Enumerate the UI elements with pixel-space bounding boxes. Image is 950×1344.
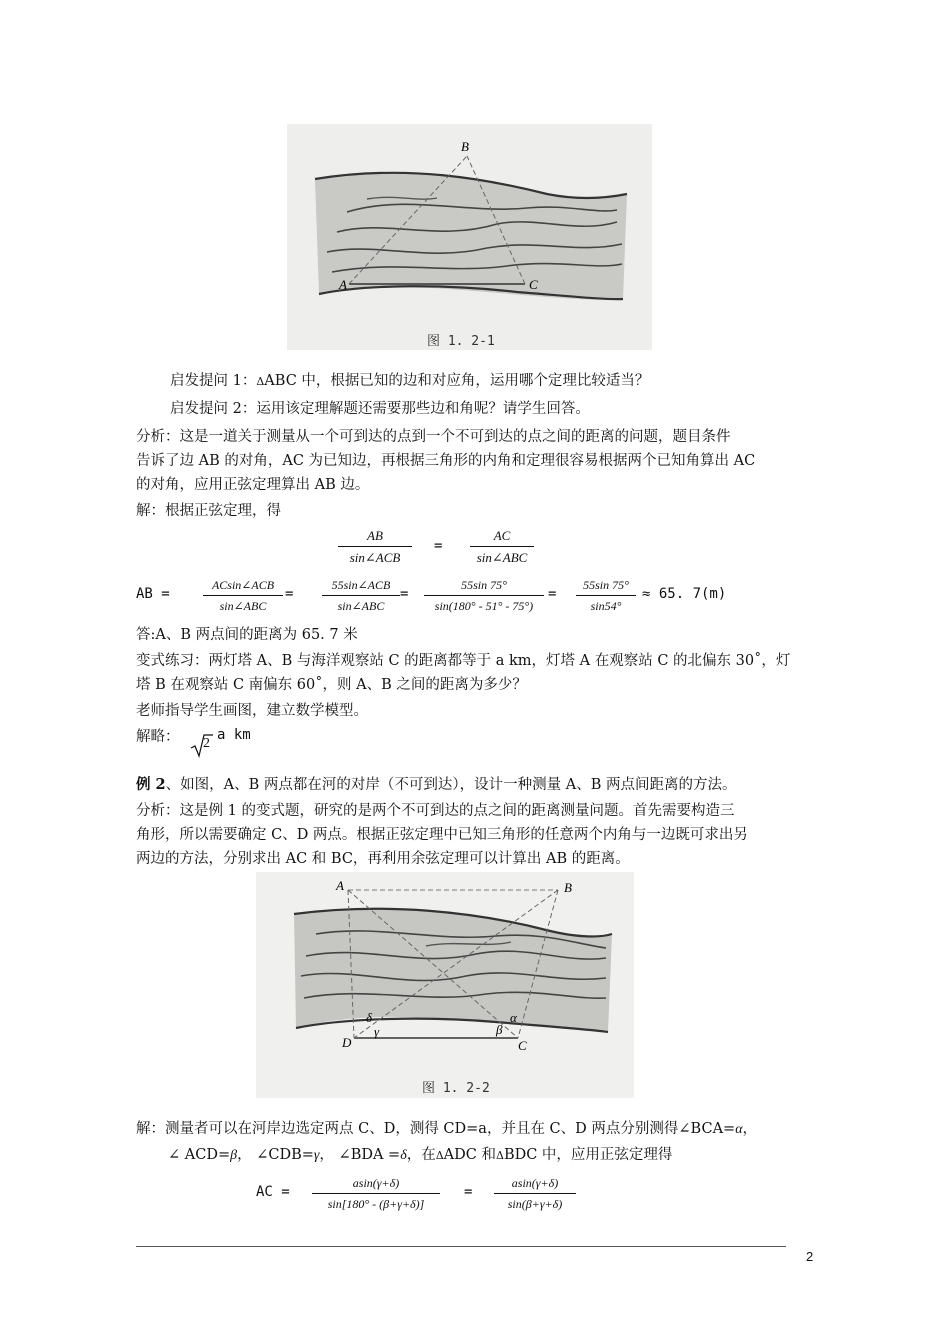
eq3-f1 [312,1176,440,1212]
brief-label: 解略： [136,729,180,745]
beta-symbol: β [230,1148,238,1163]
eq2-f2 [322,578,400,614]
eq2-f4 [576,578,636,614]
eq2-f1 [203,578,283,614]
triangle-symbol: Δ [435,1149,444,1162]
eq2-equals-2: = [400,586,409,602]
angle-symbol: ∠ [256,1147,269,1163]
triangle-symbol: Δ [495,1149,504,1162]
example-2-title: 例 2 [136,776,166,793]
eq1-right-den: sin∠ABC [476,550,528,565]
eq3-f2 [494,1176,576,1212]
answer-1: 答:A、B 两点间的距离为 65. 7 米 [136,627,358,643]
label-b: B [461,139,469,154]
eq3-f1-num: asin(γ+δ) [312,1176,440,1194]
eq3-f2-num: asin(γ+δ) [494,1176,576,1194]
analysis-1-line-3: 的对角，应用正弦定理算出 AB 边。 [136,477,370,493]
solution-2-text-a: 解：测量者可以在河岸边选定两点 C、D，测得 CD=a，并且在 C、D 两点分别测得 [136,1121,679,1137]
eq1-left-fraction [338,528,412,566]
angle-symbol: ∠ [338,1147,351,1163]
example-2 [136,774,736,796]
river-diagram-2 [256,872,634,1098]
eq2-equals-3: = [548,586,557,602]
sqrt-radicand: 2 [203,736,210,751]
eq1-left-num: AB [338,528,412,547]
footer-divider [136,1246,786,1247]
solution-2-line-1 [136,1118,757,1141]
eq2-f1-den: sin∠ABC [219,599,267,613]
prompt-2: 启发提问 2：运用该定理解题还需要那些边和角呢？请学生回答。 [170,401,590,417]
sqrt-icon [190,732,214,758]
eq1-right-num: AC [470,528,534,547]
figure-river-2 [256,872,634,1098]
label-delta: δ [366,1010,373,1025]
eq3-equals: = [464,1184,473,1200]
eq3-f1-den: sin[180° - (β+γ+δ)] [327,1197,425,1211]
eq1-right-fraction [470,528,534,566]
solution-2-text: BDA = [350,1147,401,1163]
eq2-f2-den: sin∠ABC [337,599,385,613]
label-d2: D [342,1035,352,1050]
eq2-f4-num: 55sin 75° [576,578,636,596]
figure-caption-2: 图 1. 2-2 [422,1081,490,1096]
solution-1-intro: 解：根据正弦定理，得 [136,503,281,519]
eq1-left-den: sin∠ACB [349,550,401,565]
variant-line-2: 塔 B 在观察站 C 南偏东 60˚，则 A、B 之间的距离为多少？ [136,677,527,693]
prompt-1-text: ABC 中，根据已知的边和对应角，运用哪个定理比较适当？ [264,373,650,389]
solution-2-text-b: BCA= [690,1121,736,1137]
river-diagram-1 [287,124,652,350]
eq2-f4-den: sin54° [590,599,622,613]
eq2-f3 [424,578,544,614]
figure-caption-1: 图 1. 2-1 [427,334,495,349]
figure-river-1 [287,124,652,350]
prompt-1 [170,370,649,393]
solution-2-text: ， [237,1147,252,1163]
label-beta: β [496,1022,503,1037]
eq3-lhs: AC = [256,1184,290,1200]
label-gamma: γ [374,1024,380,1039]
delta-symbol: δ [400,1148,407,1163]
prompt-1-prefix: 启发提问 1： [170,373,257,389]
solution-2-text: ， [319,1147,334,1163]
eq2-f1-num: ACsin∠ACB [203,578,283,596]
angle-symbol: ∠ [168,1147,181,1163]
label-b2: B [564,880,572,895]
eq2-f2-num: 55sin∠ACB [322,578,400,596]
solution-2-text: ACD= [184,1147,231,1163]
label-alpha: α [510,1010,517,1025]
eq2-result: ≈ 65. 7(m) [642,586,727,602]
example-2-text: 、如图，A、B 两点都在河的对岸（不可到达），设计一种测量 A、B 两点间距离的方法。 [165,777,737,793]
alpha-symbol: α [735,1122,743,1137]
analysis-1-line-1: 分析：这是一道关于测量从一个可到达的点到一个不可到达的点之间的距离的问题，题目条件 [136,429,731,445]
solution-2-text-c: ， [742,1121,758,1137]
eq2-f3-num: 55sin 75° [424,578,544,596]
eq3-f2-den: sin(β+γ+δ) [507,1197,563,1211]
angle-symbol: ∠ [678,1121,691,1137]
label-a: A [339,277,347,292]
eq1-equals: = [434,538,443,554]
solution-2-text: ，在 [406,1147,436,1163]
label-c2: C [518,1038,527,1053]
analysis-1-line-2: 告诉了边 AB 的对角，AC 为已知边，再根据三角形的内角和定理很容易根据两个已知角算出 AC [136,453,756,469]
solution-2-text: ADC 和 [443,1147,496,1163]
page-number: 2 [806,1249,814,1264]
eq2-f3-den: sin(180° - 51° - 75°) [434,599,534,613]
label-c: C [529,277,538,292]
analysis-2-line-3: 两边的方法，分别求出 AC 和 BC，再利用余弦定理可以计算出 AB 的距离。 [136,851,630,867]
triangle-symbol: Δ [256,375,265,388]
analysis-2-line-2: 角形，所以需要确定 C、D 两点。根据正弦定理中已知三角形的任意两个内角与一边既可求出另 [136,827,748,843]
gamma-symbol: γ [313,1148,320,1163]
teacher-note: 老师指导学生画图，建立数学模型。 [136,703,368,719]
solution-2-text: CDB= [268,1147,314,1163]
label-a2: A [336,878,344,893]
solution-2-text: BDC 中，应用正弦定理得 [503,1147,673,1163]
eq2-lhs: AB = [136,586,170,602]
analysis-2-line-1: 分析：这是例 1 的变式题，研究的是两个不可到达的点之间的距离测量问题。首先需要构造三 [136,803,735,819]
eq2-equals-1: = [285,586,294,602]
brief-unit: a km [217,727,251,743]
solution-2-line-2 [168,1144,672,1167]
variant-line-1: 变式练习：两灯塔 A、B 与海洋观察站 C 的距离都等于 a km，灯塔 A 在观察站 C 的北偏东 30˚，灯 [136,653,791,669]
